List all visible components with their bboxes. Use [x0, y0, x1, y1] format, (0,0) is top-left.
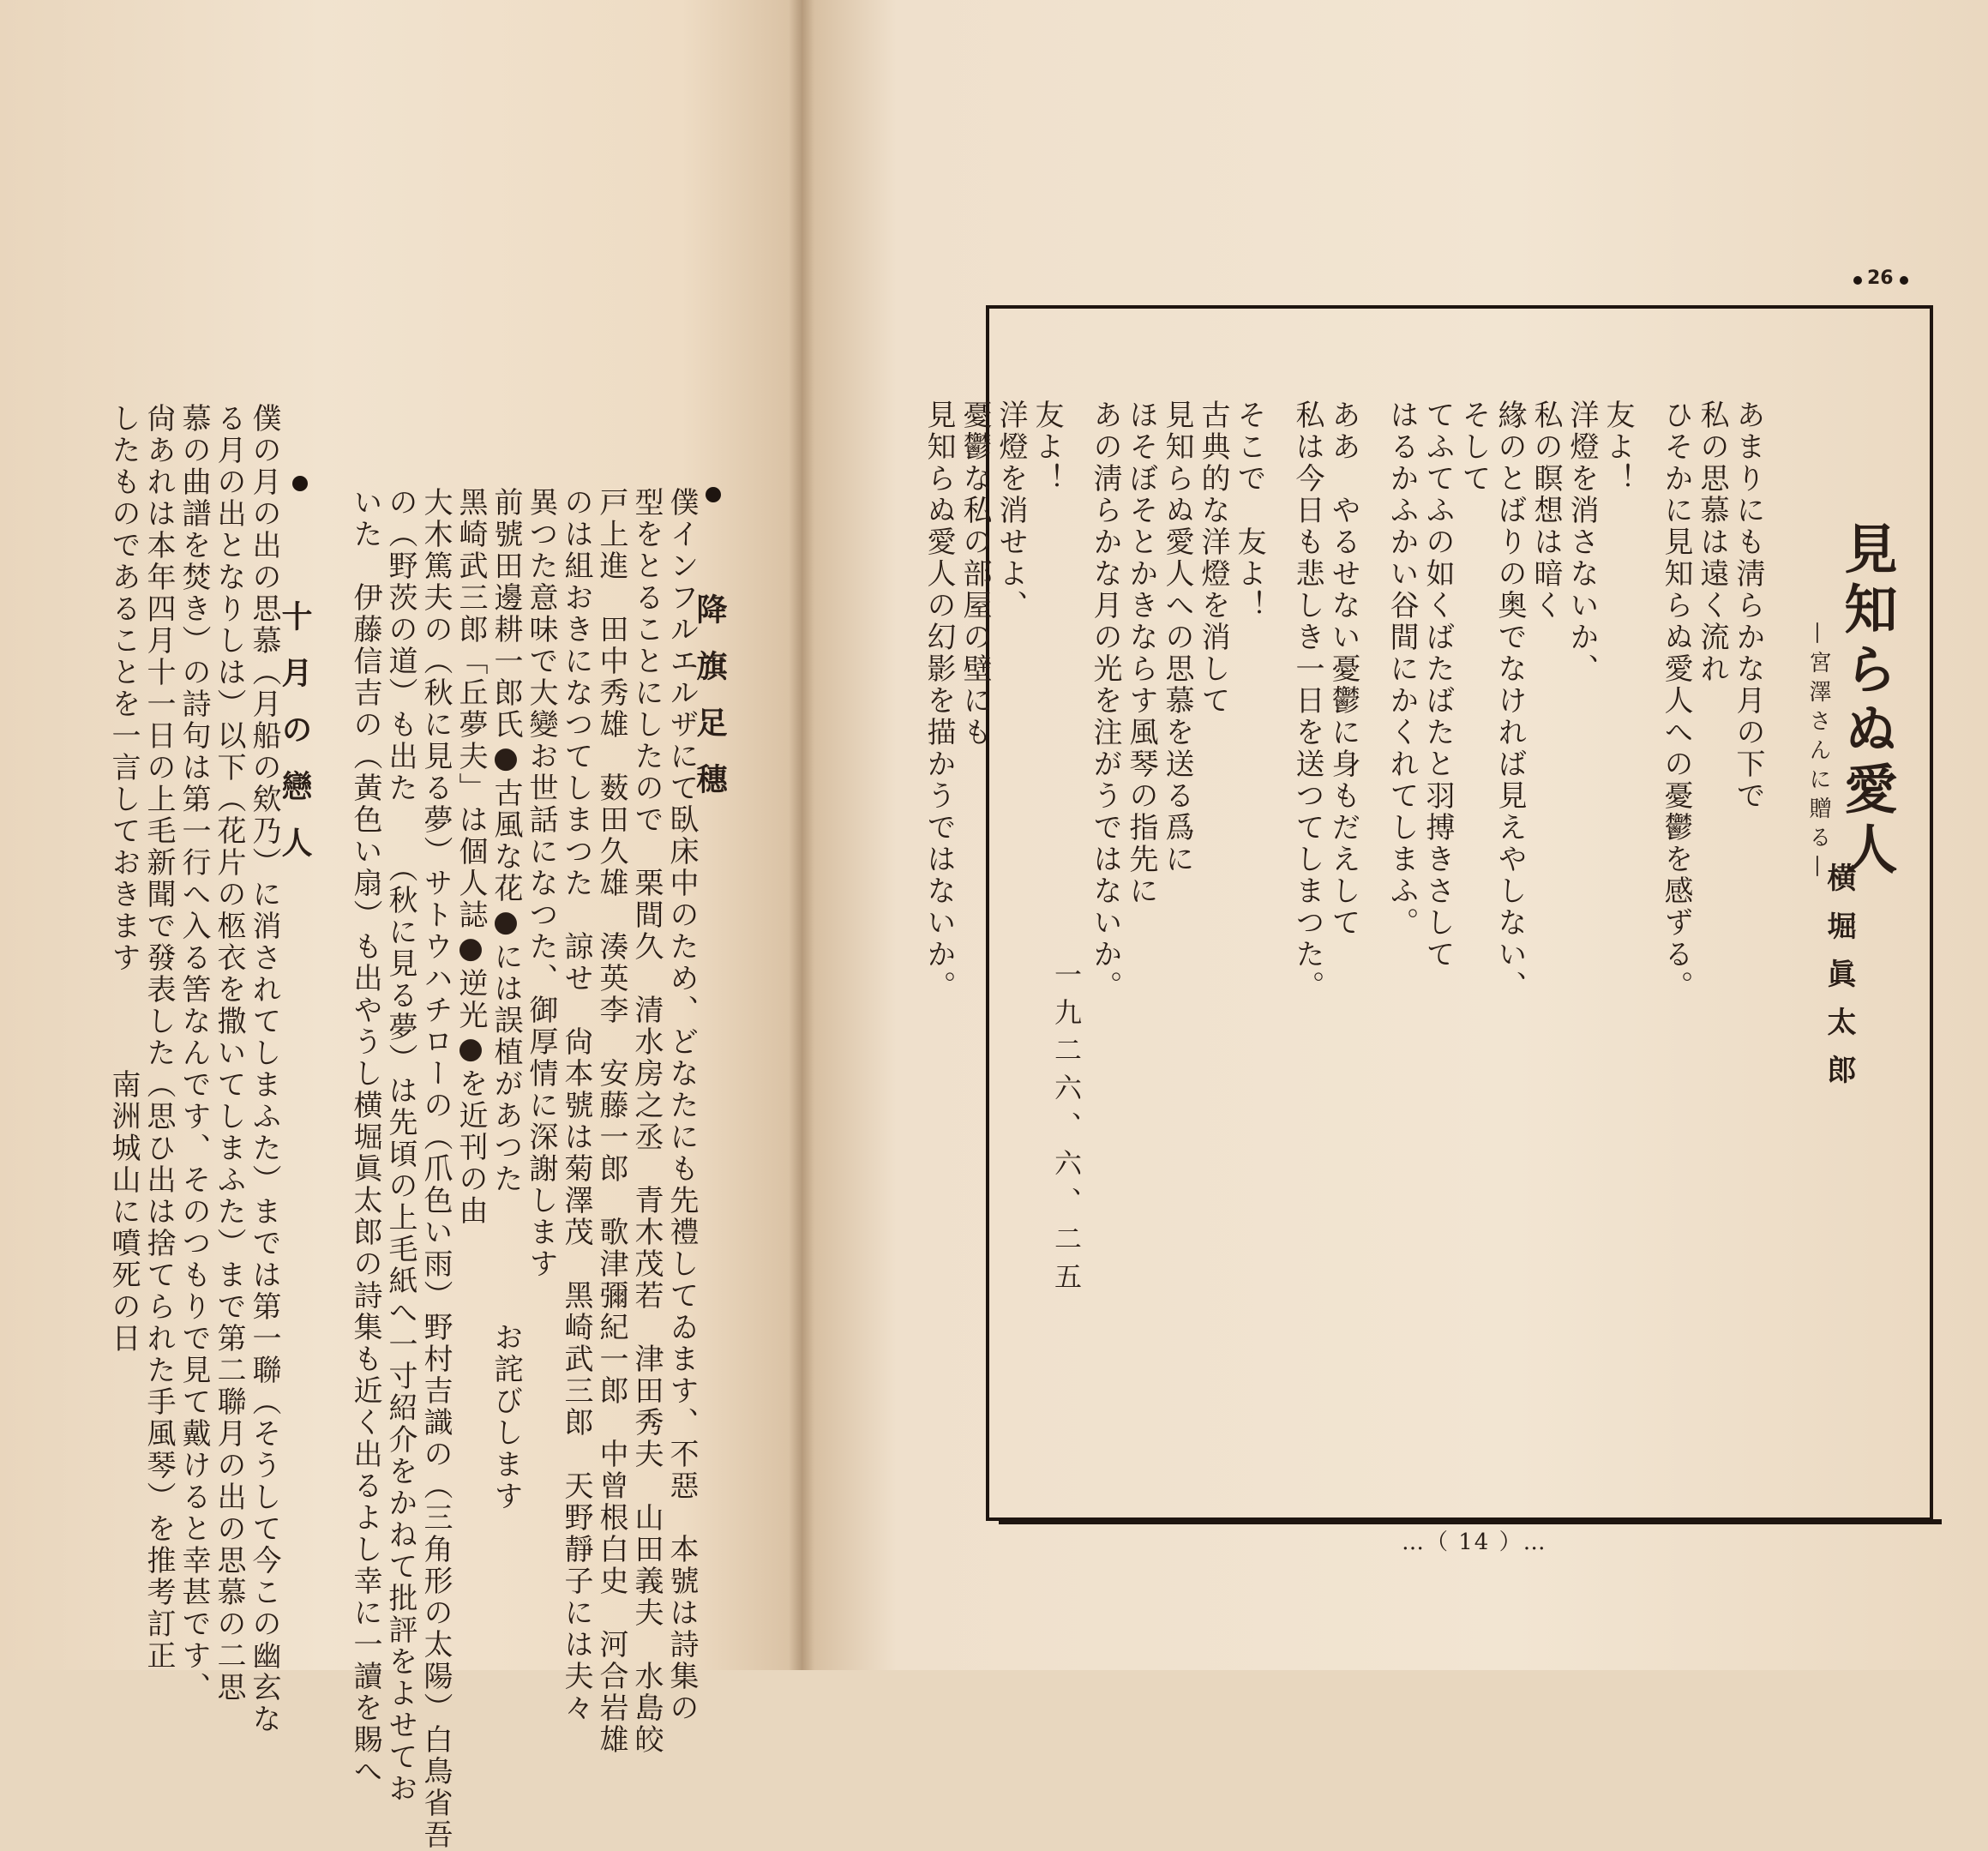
poem-line: 見知らぬ愛人の幻影を描かうではないか。 — [922, 400, 956, 1002]
poem-date: 一九二六、六、二五 — [1050, 960, 1083, 1300]
section2-heading: 十月の戀人 — [277, 600, 313, 883]
bullet-icon — [706, 487, 721, 502]
poem-line: はるかふかい谷間にかくれてしまふ。 — [1384, 400, 1419, 939]
poem-line: 古典的な洋燈を消して — [1196, 400, 1230, 717]
page-number: …（ 14 ）… — [1402, 1529, 1547, 1555]
poem-line: 友よ！ — [1601, 400, 1635, 495]
poem-line: 私の瞑想は暗く — [1529, 400, 1563, 622]
bullet-icon — [292, 476, 308, 491]
note-line: 僕の月の出の思慕（月船の欸乃）に消されてしまふた）までは第一聯（そうして今この幽玄な — [247, 403, 281, 1735]
note-line: 異つた意味で大變お世話になつた、御厚情に深謝します — [524, 487, 558, 1280]
note-line: 戸上進 田中秀雄 薮田久雄 湊英李 安藤一郎 歌津彌紀一郎 中曾根白史 河合岩雄 — [594, 487, 628, 1756]
poem-line: 緣のとばりの奥でなければ見えやしない、 — [1493, 400, 1527, 1002]
corner-dot-icon — [1853, 276, 1862, 285]
poem-line: あまりにも淸らかな月の下で — [1731, 400, 1765, 812]
poem-line: そこで 友よ！ — [1232, 400, 1266, 622]
note-line: 型をとることにしたので 栗間久 清水房之丞 青木茂若 津田秀夫 山田義夫 水島皎 — [629, 487, 664, 1756]
note-line: る月の出となりしは）以下（花片の柩衣を撒いてしまふた）まで第二聯月の出の思慕の二思 — [212, 403, 246, 1704]
note-line: 前號田邊耕一郎氏●古風な花●には誤植があつた お詫びします — [489, 487, 523, 1512]
note-line: 僕インフルエルザにて臥床中のため、どなたにも先禮してゐます、不惡 本號は詩集の — [664, 487, 699, 1724]
note-line: いた 伊藤信吉の（黃色い扇）も出やうし横堀眞太郎の詩集も近く出るよし幸に一讀を賜へ — [348, 487, 382, 1788]
note-line: 慕の曲譜を焚き）の詩句は第一行へ入る筈なんです、そのつもりで見て戴けると幸甚です、 — [177, 403, 211, 1704]
note-line: したものであることを一言しておきます 南洲城山に噴死の日 — [106, 403, 141, 1355]
poem-line: 憂鬱な私の部屋の壁にも — [958, 400, 992, 748]
poem-dedication: —宮澤さんに贈る— — [1805, 622, 1831, 884]
poem-line: 友よ！ — [1030, 400, 1064, 495]
note-line: の（野茨の道）も出た （秋に見る夢）は先頃の上毛紙へ一寸紹介をかねて批評をよせてお — [383, 487, 417, 1805]
poem-line: 洋燈を消せよ、 — [994, 400, 1028, 622]
note-line: 尙あれは本年四月十一日の上毛新聞で發表した（思ひ出は捨てられた手風琴）を推考訂正 — [141, 403, 176, 1672]
note-line: 大木篤夫の（秋に見る夢）サトウハチローの（爪色い雨）野村吉識の（三角形の太陽）白鳥省吾 — [418, 487, 453, 1851]
poem-line: あの淸らかな月の光を注がうではないか。 — [1088, 400, 1122, 1002]
book-gutter — [789, 0, 814, 1670]
poem-line: 見知らぬ愛人への思慕を送る爲に — [1160, 400, 1194, 875]
poem-title: 見知らぬ愛人 — [1835, 521, 1898, 881]
corner-page-number: 26 — [1867, 267, 1894, 289]
poem-author: 横堀眞太郎 — [1822, 862, 1856, 1103]
note-line: のは組おきになつてしまつた 諒せ 尙本號は菊澤茂 黑崎武三郎 天野靜子には夫々 — [559, 487, 593, 1724]
poem-line: ああ やるせない憂鬱に身もだえして — [1326, 400, 1360, 939]
poem-line: そして — [1456, 400, 1491, 495]
note-line: 黑崎武三郎「丘夢夫」は個人誌●逆光●を近刊の由 — [453, 487, 488, 1227]
corner-dot-icon — [1900, 276, 1908, 285]
section1-heading: 降旗足穗 — [692, 593, 728, 820]
poem-line: 洋燈を消さないか、 — [1565, 400, 1599, 685]
poem-line: ほそぼそとかきならす風琴の指先に — [1124, 400, 1158, 907]
poem-line: ひそかに見知らぬ愛人への憂鬱を感ずる。 — [1659, 400, 1693, 1002]
poem-line: てふてふの如くばたばたと羽搏きさして — [1420, 400, 1455, 971]
poem-line: 私は今日も悲しき一日を送つてしまつた。 — [1290, 400, 1324, 1002]
poem-line: 私の思慕は遠く流れ — [1695, 400, 1729, 685]
